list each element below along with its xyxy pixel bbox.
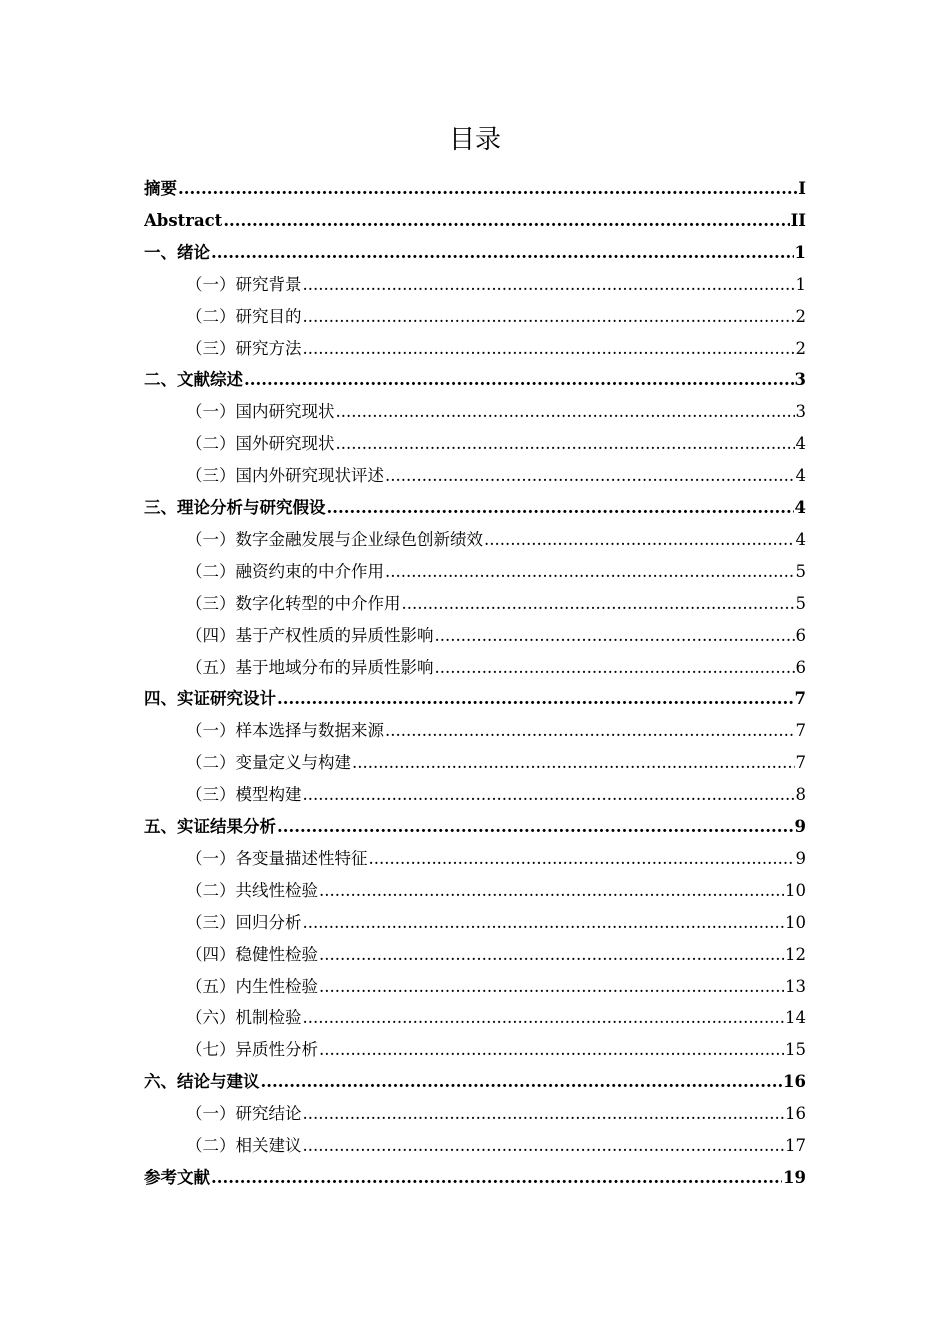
toc-entry-label: 二、文献综述 [144, 370, 243, 390]
toc-dot-leader [352, 752, 795, 774]
toc-entry[interactable] [186, 395, 806, 423]
toc-entry[interactable] [186, 651, 806, 679]
toc-entry[interactable] [186, 970, 806, 998]
toc-entry-page-number: 2 [795, 306, 806, 326]
toc-entry[interactable] [186, 555, 806, 583]
toc-dot-leader [385, 720, 795, 742]
toc-entry-page-number: 4 [795, 529, 806, 549]
toc-entry[interactable] [186, 459, 806, 487]
toc-entry-label: 三、理论分析与研究假设 [144, 498, 326, 517]
toc-entry[interactable] [186, 619, 806, 647]
toc-entry-page-number: 17 [785, 1136, 806, 1155]
toc-entry[interactable] [144, 204, 806, 232]
toc-entry[interactable] [186, 874, 806, 902]
toc-entry-label: （四）稳健性检验 [186, 944, 318, 964]
toc-entry-page-number: 4 [795, 466, 806, 486]
toc-entry[interactable] [144, 682, 806, 710]
toc-entry-page-number: 1 [794, 242, 806, 262]
toc-entry-label: （六）机制检验 [186, 1008, 302, 1028]
toc-dot-leader [435, 657, 795, 679]
toc-entry[interactable] [186, 1033, 806, 1061]
toc-entry-page-number: II [790, 210, 806, 230]
toc-dot-leader [303, 1007, 785, 1029]
toc-entry-page-number: 2 [795, 338, 806, 358]
toc-entry[interactable] [144, 236, 806, 264]
toc-entry-label: （一）国内研究现状 [186, 402, 335, 422]
toc-entry-page-number: 9 [795, 848, 806, 868]
toc-entry[interactable] [144, 1065, 806, 1093]
toc-entry-label: （二）变量定义与构建 [186, 753, 351, 773]
toc-entry[interactable] [186, 587, 806, 615]
toc-entry-label: （三）回归分析 [186, 912, 302, 932]
toc-entry[interactable] [186, 1097, 806, 1125]
toc-entry-label: 五、实证结果分析 [144, 817, 276, 836]
toc-entry-label: （三）模型构建 [186, 785, 302, 805]
toc-dot-leader [336, 433, 795, 455]
toc-entry[interactable] [186, 523, 806, 551]
toc-dot-leader [336, 401, 795, 423]
toc-dot-leader [303, 274, 795, 296]
toc-entry-page-number: 14 [785, 1008, 806, 1028]
toc-entry[interactable] [186, 1129, 806, 1157]
toc-entry-page-number: 5 [795, 593, 806, 613]
toc-entry[interactable] [186, 1001, 806, 1029]
toc-dot-leader [435, 625, 795, 647]
toc-entry[interactable] [144, 491, 806, 519]
toc-entry-page-number: 15 [785, 1040, 806, 1060]
toc-entry-page-number: 6 [795, 657, 806, 677]
toc-entry-page-number: 6 [795, 625, 806, 645]
toc-dot-leader [385, 561, 795, 583]
toc-entry-page-number: 7 [795, 753, 806, 773]
toc-entry-page-number: 10 [785, 912, 806, 932]
toc-entry-page-number: 16 [783, 1072, 806, 1092]
toc-entry-label: （一）研究结论 [186, 1104, 302, 1124]
toc-dot-leader [319, 944, 784, 966]
toc-dot-leader [303, 784, 795, 806]
toc-entry-label: （一）各变量描述性特征 [186, 848, 368, 868]
toc-dot-leader [402, 593, 795, 615]
toc-entry[interactable] [144, 1161, 806, 1189]
toc-dot-leader [244, 369, 794, 391]
toc-entry-page-number: 4 [795, 434, 806, 454]
toc-entry[interactable] [186, 332, 806, 360]
page-title: 目录 [448, 125, 501, 155]
toc-dot-leader [385, 465, 795, 487]
toc-entry[interactable] [144, 810, 806, 838]
toc-dot-leader [303, 1135, 785, 1157]
toc-entry[interactable] [186, 778, 806, 806]
toc-dot-leader [223, 210, 789, 232]
toc-dot-leader [211, 1167, 782, 1189]
toc-dot-leader [261, 1071, 783, 1093]
toc-entry-page-number: 9 [794, 817, 806, 836]
toc-entry-label: （三）数字化转型的中介作用 [186, 593, 401, 613]
toc-entry-label: （二）研究目的 [186, 306, 302, 326]
toc-entry[interactable] [186, 938, 806, 966]
toc-entry-label: 摘要 [144, 179, 177, 198]
toc-entry-label: 六、结论与建议 [144, 1072, 260, 1092]
toc-entry-label: （五）内生性检验 [186, 976, 318, 996]
toc-entry[interactable] [144, 363, 806, 391]
toc-entry-page-number: 12 [785, 944, 806, 964]
toc-entry-label: （二）融资约束的中介作用 [186, 561, 384, 581]
toc-dot-leader [277, 816, 794, 838]
toc-entry-page-number: I [798, 179, 806, 198]
toc-entry[interactable] [186, 746, 806, 774]
toc-entry[interactable] [186, 906, 806, 934]
toc-dot-leader [303, 306, 795, 328]
toc-entry-page-number: 1 [795, 274, 806, 294]
toc-entry-page-number: 10 [785, 880, 806, 900]
toc-dot-leader [484, 529, 795, 551]
toc-entry-page-number: 3 [795, 402, 806, 422]
toc-entry[interactable] [186, 268, 806, 296]
toc-entry-page-number: 3 [794, 370, 806, 390]
toc-dot-leader [178, 178, 797, 200]
toc-dot-leader [303, 338, 795, 360]
toc-dot-leader [303, 912, 785, 934]
toc-entry-label: （二）国外研究现状 [186, 434, 335, 454]
toc-entry[interactable] [186, 427, 806, 455]
toc-entry-label: （三）研究方法 [186, 338, 302, 358]
toc-entry-label: 参考文献 [144, 1167, 210, 1187]
toc-entry-label: （五）基于地域分布的异质性影响 [186, 657, 434, 677]
toc-entry-page-number: 4 [794, 498, 806, 517]
toc-dot-leader [211, 242, 794, 264]
toc-entry-label: （七）异质性分析 [186, 1040, 318, 1060]
toc-entry-page-number: 16 [785, 1104, 806, 1124]
toc-entry-label: 四、实证研究设计 [144, 689, 276, 709]
toc-entry-label: （二）共线性检验 [186, 880, 318, 900]
toc-entry-page-number: 8 [795, 785, 806, 805]
toc-entry-label: （二）相关建议 [186, 1136, 302, 1155]
toc-entry-page-number: 7 [794, 689, 806, 709]
toc-dot-leader [319, 1039, 784, 1061]
toc-entry-page-number: 7 [795, 721, 806, 741]
toc-entry-label: Abstract [144, 210, 223, 230]
toc-entry-page-number: 13 [785, 976, 806, 996]
toc-entry-page-number: 19 [783, 1167, 806, 1187]
toc-entry-label: （一）样本选择与数据来源 [186, 721, 384, 741]
toc-dot-leader [369, 848, 795, 870]
toc-dot-leader [319, 880, 784, 902]
toc-dot-leader [277, 688, 794, 710]
toc-entry-label: （一）研究背景 [186, 274, 302, 294]
toc-dot-leader [303, 1103, 785, 1125]
toc-entry-label: 一、绪论 [144, 242, 210, 262]
toc-entry-label: （四）基于产权性质的异质性影响 [186, 625, 434, 645]
toc-entry-label: （三）国内外研究现状评述 [186, 466, 384, 486]
toc-entry[interactable] [186, 300, 806, 328]
toc-entry[interactable] [144, 172, 806, 200]
toc-entry[interactable] [186, 714, 806, 742]
toc-entry-page-number: 5 [795, 561, 806, 581]
toc-entry[interactable] [186, 842, 806, 870]
toc-entry-label: （一）数字金融发展与企业绿色创新绩效 [186, 529, 483, 549]
toc-dot-leader [327, 497, 794, 519]
toc-dot-leader [319, 976, 784, 998]
